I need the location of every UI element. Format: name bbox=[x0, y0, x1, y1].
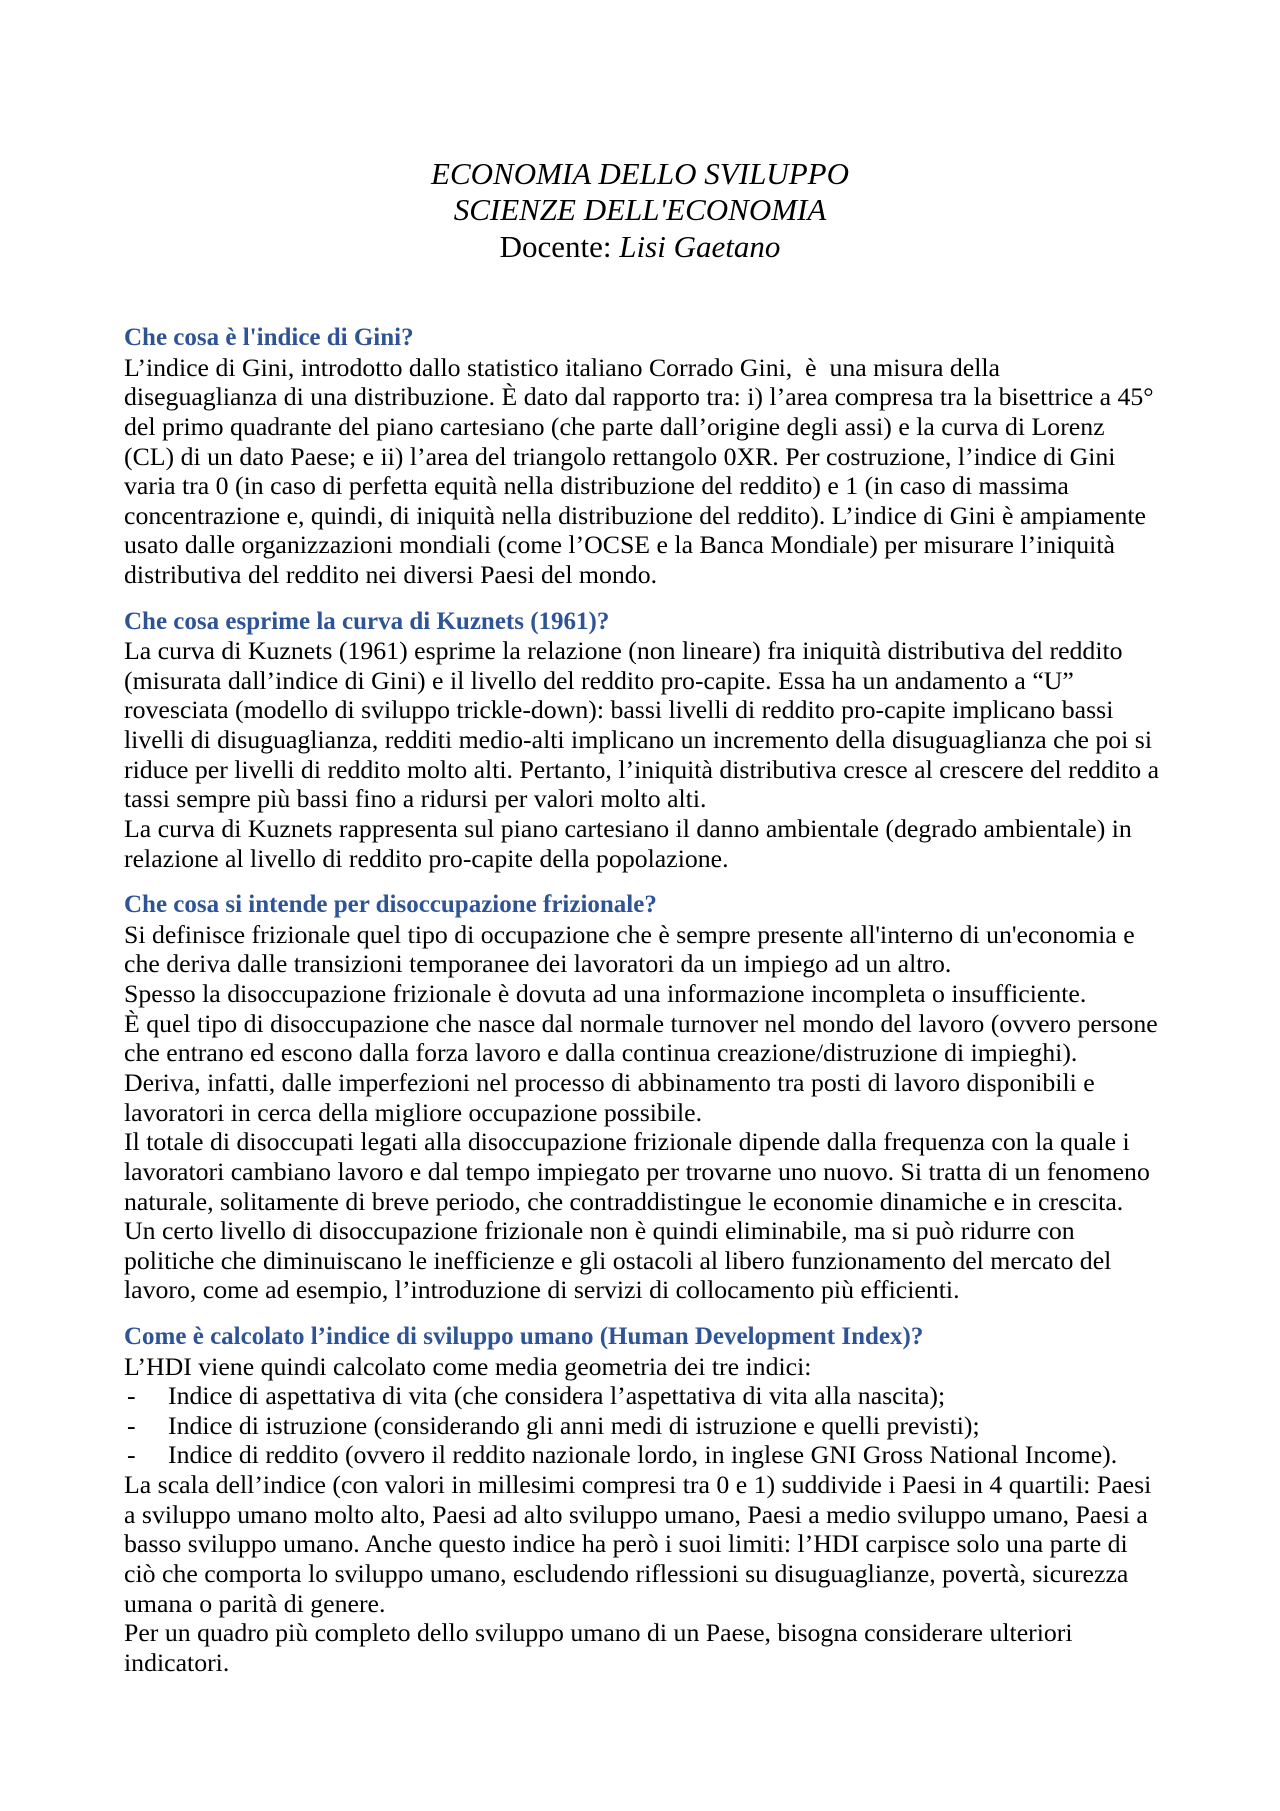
bullet-marker: - bbox=[127, 1381, 136, 1411]
section-gini bbox=[124, 323, 1164, 590]
section-heading: Che cosa è l'indice di Gini? bbox=[124, 324, 414, 351]
paragraph-line: indicatori. bbox=[124, 1647, 230, 1677]
paragraph-line: riduce per livelli di reddito molto alti. Pertanto, l’iniquità distributiva cresce al crescere del reddito a bbox=[124, 754, 1160, 784]
paragraph-line: La curva di Kuznets (1961) esprime la relazione (non lineare) fra iniquità distributiva del reddito bbox=[124, 636, 1123, 666]
section-kuznets bbox=[124, 607, 1164, 874]
list-item-text: Indice di reddito (ovvero il reddito nazionale lordo, in inglese GNI Gross National Income). bbox=[168, 1440, 1118, 1470]
paragraph-line: L’HDI viene quindi calcolato come media geometria dei tre indici: bbox=[124, 1351, 812, 1381]
paragraph-line: basso sviluppo umano. Anche questo indice ha però i suoi limiti: l’HDI carpisce solo una parte di bbox=[124, 1529, 1128, 1559]
paragraph-line: (misurata dall’indice di Gini) e il livello del reddito pro-capite. Essa ha un andamento a “U” bbox=[124, 665, 1074, 695]
paragraph-line: che deriva dalle transizioni temporanee dei lavoratori da un impiego ad un altro. bbox=[124, 949, 952, 979]
paragraph-line: L’indice di Gini, introdotto dallo statistico italiano Corrado Gini, è una misura della bbox=[124, 352, 1000, 382]
section-frictional-unemployment bbox=[124, 890, 1164, 1305]
document-header bbox=[0, 156, 1280, 265]
paragraph-line: che entrano ed escono dalla forza lavoro e dalla continua creazione/distruzione di impieghi). bbox=[124, 1038, 1078, 1068]
document-body bbox=[124, 323, 1164, 1678]
instructor-name: Lisi Gaetano bbox=[619, 228, 781, 264]
paragraph-line: varia tra 0 (in caso di perfetta equità nella distribuzione del reddito) e 1 (in caso di massima bbox=[124, 471, 1069, 501]
paragraph-line: distributiva del reddito nei diversi Paesi del mondo. bbox=[124, 560, 658, 590]
paragraph-line: relazione al livello di reddito pro-capite della popolazione. bbox=[124, 843, 729, 873]
paragraph-line: a sviluppo umano molto alto, Paesi ad alto sviluppo umano, Paesi a medio sviluppo umano, Paesi a bbox=[124, 1499, 1148, 1529]
instructor-line bbox=[0, 229, 1280, 265]
paragraph-line: Il totale di disoccupati legati alla disoccupazione frizionale dipende dalla frequenza con la quale i bbox=[124, 1127, 1130, 1157]
bullet-marker: - bbox=[127, 1440, 136, 1470]
list-item-text: Indice di istruzione (considerando gli anni medi di istruzione e quelli previsti); bbox=[168, 1410, 980, 1440]
list-item bbox=[124, 1411, 1164, 1441]
paragraph-line: usato dalle organizzazioni mondiali (come l’OCSE e la Banca Mondiale) per misurare l’iniquità bbox=[124, 530, 1115, 560]
paragraph-line: Si definisce frizionale quel tipo di occupazione che è sempre presente all'interno di un'economia e bbox=[124, 919, 1135, 949]
section-heading: Come è calcolato l’indice di sviluppo umano (Human Development Index)? bbox=[124, 1322, 924, 1350]
paragraph-line: lavoratori cambiano lavoro e dal tempo impiegato per trovarne uno nuovo. Si tratta di un fenomeno bbox=[124, 1156, 1150, 1186]
paragraph-line: tassi sempre più bassi fino a ridursi per valori molto alti. bbox=[124, 784, 707, 814]
paragraph-line: del primo quadrante del piano cartesiano (che parte dall’origine degli assi) e la curva di Lorenz bbox=[124, 411, 1105, 441]
course-subtitle: SCIENZE DELL'ECONOMIA bbox=[453, 192, 827, 228]
list-item-text: Indice di aspettativa di vita (che considera l’aspettativa di vita alla nascita); bbox=[168, 1381, 946, 1411]
course-title: ECONOMIA DELLO SVILUPPO bbox=[431, 156, 849, 191]
paragraph-line: naturale, solitamente di breve periodo, che contraddistingue le economie dinamiche e in crescita. bbox=[124, 1186, 1124, 1216]
paragraph-line: Un certo livello di disoccupazione frizionale non è quindi eliminabile, ma si può ridurre con bbox=[124, 1216, 1075, 1246]
paragraph-line: lavoro, come ad esempio, l’introduzione di servizi di collocamento più efficienti. bbox=[124, 1275, 960, 1305]
paragraph-line: livelli di disuguaglianza, redditi medio-alti implicano un incremento della disuguaglianza che poi si bbox=[124, 725, 1153, 755]
paragraph-line: ciò che comporta lo sviluppo umano, escludendo riflessioni su disuguaglianze, povertà, sicurezza bbox=[124, 1559, 1129, 1589]
paragraph-line: (CL) di un dato Paese; e ii) l’area del triangolo rettangolo 0XR. Per costruzione, l’indice di Gini bbox=[124, 441, 1116, 471]
section-heading: Che cosa esprime la curva di Kuznets (1961)? bbox=[124, 607, 610, 635]
paragraph-line: È quel tipo di disoccupazione che nasce dal normale turnover nel mondo del lavoro (ovvero persone bbox=[124, 1008, 1158, 1038]
section-heading: Che cosa si intende per disoccupazione frizionale? bbox=[124, 891, 657, 919]
paragraph-line: Spesso la disoccupazione frizionale è dovuta ad una informazione incompleta o insufficiente. bbox=[124, 979, 1087, 1009]
bullet-list bbox=[124, 1381, 1164, 1470]
paragraph-line: diseguaglianza di una distribuzione. È dato dal rapporto tra: i) l’area compresa tra la bisettrice a 45° bbox=[124, 382, 1154, 412]
paragraph-line: La curva di Kuznets rappresenta sul piano cartesiano il danno ambientale (degrado ambientale) in bbox=[124, 814, 1132, 844]
paragraph-line: politiche che diminuiscano le inefficienze e gli ostacoli al libero funzionamento del mercato del bbox=[124, 1245, 1112, 1275]
list-item bbox=[124, 1440, 1164, 1470]
paragraph-line: concentrazione e, quindi, di iniquità nella distribuzione del reddito). L’indice di Gini è ampiamente bbox=[124, 500, 1147, 530]
paragraph-line: lavoratori in cerca della migliore occupazione possibile. bbox=[124, 1097, 703, 1127]
section-hdi bbox=[124, 1322, 1164, 1678]
paragraph-line: Per un quadro più completo dello sviluppo umano di un Paese, bisogna considerare ulteriori bbox=[124, 1618, 1073, 1648]
paragraph-line: rovesciata (modello di sviluppo trickle-down): bassi livelli di reddito pro-capite implicano bassi bbox=[124, 695, 1114, 725]
list-item bbox=[124, 1381, 1164, 1411]
paragraph-line: La scala dell’indice (con valori in millesimi compresi tra 0 e 1) suddivide i Paesi in 4 quartili: Paesi bbox=[124, 1470, 1152, 1500]
bullet-marker: - bbox=[127, 1410, 136, 1440]
paragraph-line: Deriva, infatti, dalle imperfezioni nel processo di abbinamento tra posti di lavoro disponibili e bbox=[124, 1067, 1095, 1097]
paragraph-line: umana o parità di genere. bbox=[124, 1588, 386, 1618]
instructor-label: Docente: bbox=[499, 228, 612, 264]
